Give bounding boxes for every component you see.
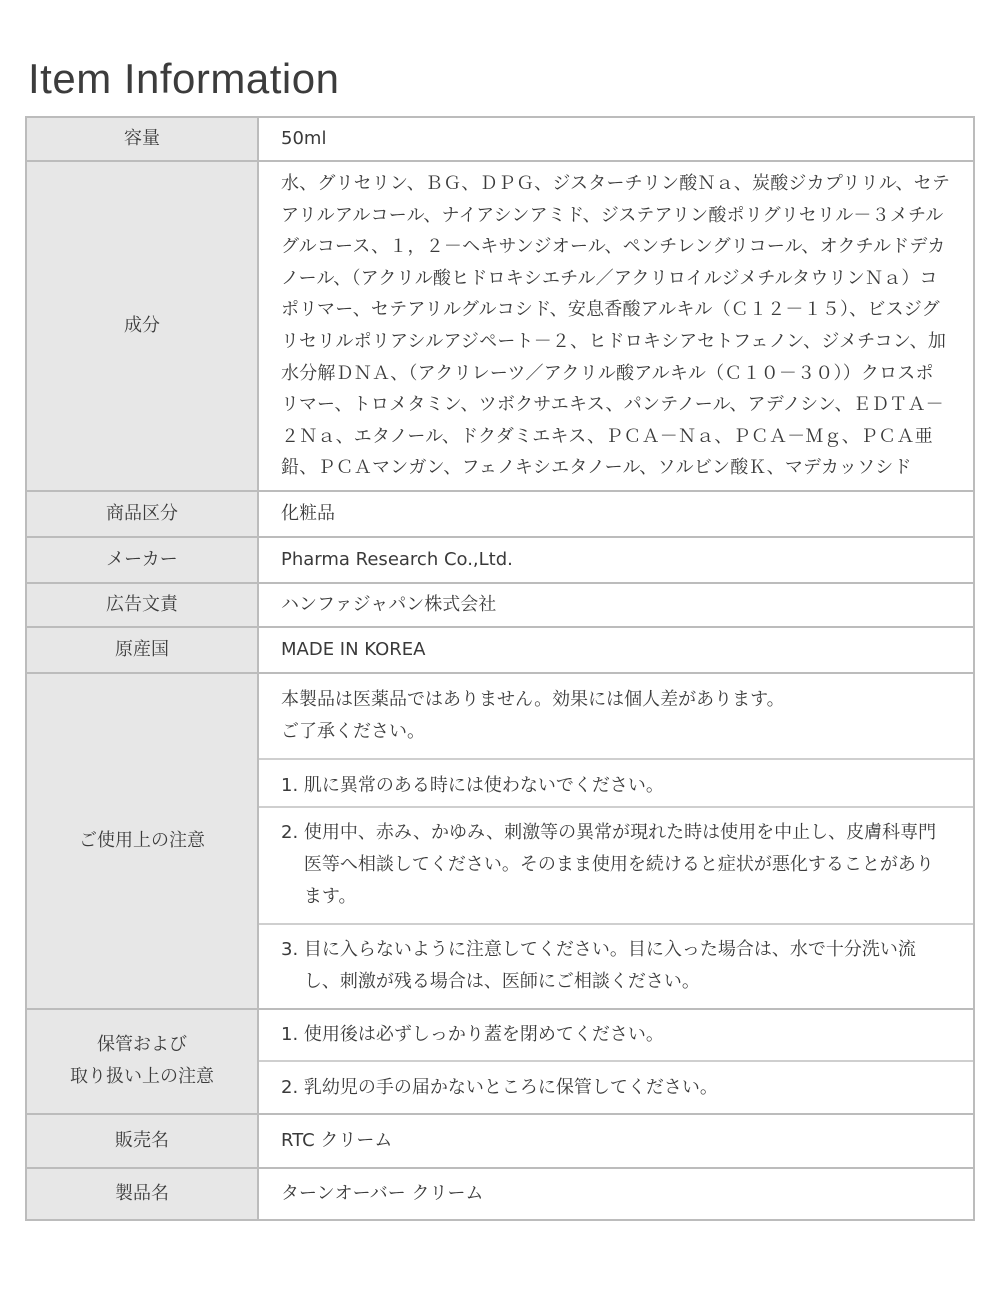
ingredients-value: 水、グリセリン、ＢＧ、ＤＰＧ、ジスターチリン酸Ｎａ、炭酸ジカプリリル、セテアリルアルコール、ナイアシンアミド、ジステアリン酸ポリグリセリル－３メチルグルコース、１，２－ヘキサンジオール、ペンチレングリコール、オクチルドデカノール、（アクリル酸ヒドロキシエチル／アクリロイルジメチルタウリンＮａ）コポリマー、セテアリルグルコシド、安息香酸アルキル（Ｃ１２－１５）、ビスジグリセリルポリアシルアジペート－２、ヒドロキシアセトフェノン、ジメチコン、加水分解ＤＮＡ、（アクリレーツ／アクリル酸アルキル（Ｃ１０－３０））クロスポリマー、トロメタミン、ツボクサエキス、パンテノール、アデノシン、ＥＤＴＡ－２Ｎａ、エタノール、ドクダミエキス、ＰＣＡ－Ｎａ、ＰＣＡ－Ｍｇ、ＰＣＡ亜鉛、ＰＣＡマンガン、フェノキシエタノール、ソルビン酸Ｋ、マデカッソシド [258, 161, 974, 491]
caution-item-number: 3. [281, 938, 304, 960]
caution-item [259, 923, 973, 1008]
storage-item-number: 2. [281, 1076, 304, 1098]
capacity-value: 50ml [258, 117, 974, 161]
cautions-list [259, 674, 973, 1008]
storage-item-text: 使用後は必ずしっかり蓋を閉めてください。 [303, 1023, 664, 1045]
ingredients-label: 成分 [26, 161, 258, 491]
origin-label: 原産国 [26, 627, 258, 673]
storage-label-line2: 取り扱い上の注意 [70, 1066, 214, 1088]
sales-name-label: 販売名 [26, 1114, 258, 1168]
table-row-maker [26, 537, 974, 583]
capacity-label: 容量 [26, 117, 258, 161]
storage-item [259, 1010, 973, 1060]
cautions-intro [259, 674, 973, 758]
product-name-value: ターンオーバー クリーム [258, 1168, 974, 1220]
caution-item-number: 2. [281, 821, 304, 843]
maker-value: Pharma Research Co.,Ltd. [258, 537, 974, 583]
storage-item-text: 乳幼児の手の届かないところに保管してください。 [303, 1076, 718, 1098]
storage-value [258, 1009, 974, 1114]
table-row-advertiser [26, 583, 974, 627]
table-row-ingredients [26, 161, 974, 491]
table-row-cautions [26, 673, 974, 1009]
cautions-intro-line2: ご了承ください。 [281, 720, 425, 742]
storage-label [26, 1009, 258, 1114]
caution-item [259, 806, 973, 923]
table-row-origin [26, 627, 974, 673]
cautions-intro-line1: 本製品は医薬品ではありません。効果には個人差があります。 [281, 688, 785, 710]
caution-item-number: 1. [281, 774, 304, 796]
caution-item [259, 758, 973, 806]
product-name-label: 製品名 [26, 1168, 258, 1220]
table-row-storage [26, 1009, 974, 1114]
storage-label-line1: 保管および [97, 1034, 187, 1056]
table-row-sales-name [26, 1114, 974, 1168]
advertiser-value: ハンファジャパン株式会社 [258, 583, 974, 627]
table-row-category [26, 491, 974, 537]
caution-item-text: 目に入らないように注意してください。目に入った場合は、水で十分洗い流し、刺激が残る場合は、医師にご相談ください。 [303, 938, 916, 992]
table-row-capacity [26, 117, 974, 161]
advertiser-label: 広告文責 [26, 583, 258, 627]
storage-list [259, 1010, 973, 1113]
category-value: 化粧品 [258, 491, 974, 537]
caution-item-text: 肌に異常のある時には使わないでください。 [303, 774, 664, 796]
item-information-table [25, 116, 975, 1221]
storage-item [259, 1060, 973, 1113]
category-label: 商品区分 [26, 491, 258, 537]
caution-item-text: 使用中、赤み、かゆみ、刺激等の異常が現れた時は使用を中止し、皮膚科専門医等へ相談してください。そのまま使用を続けると症状が悪化することがあります。 [303, 821, 937, 907]
sales-name-value: RTC クリーム [258, 1114, 974, 1168]
page-title: Item Information [28, 55, 340, 102]
cautions-value [258, 673, 974, 1009]
maker-label: メーカー [26, 537, 258, 583]
storage-item-number: 1. [281, 1023, 304, 1045]
table-row-product-name [26, 1168, 974, 1220]
cautions-label: ご使用上の注意 [26, 673, 258, 1009]
origin-value: MADE IN KOREA [258, 627, 974, 673]
